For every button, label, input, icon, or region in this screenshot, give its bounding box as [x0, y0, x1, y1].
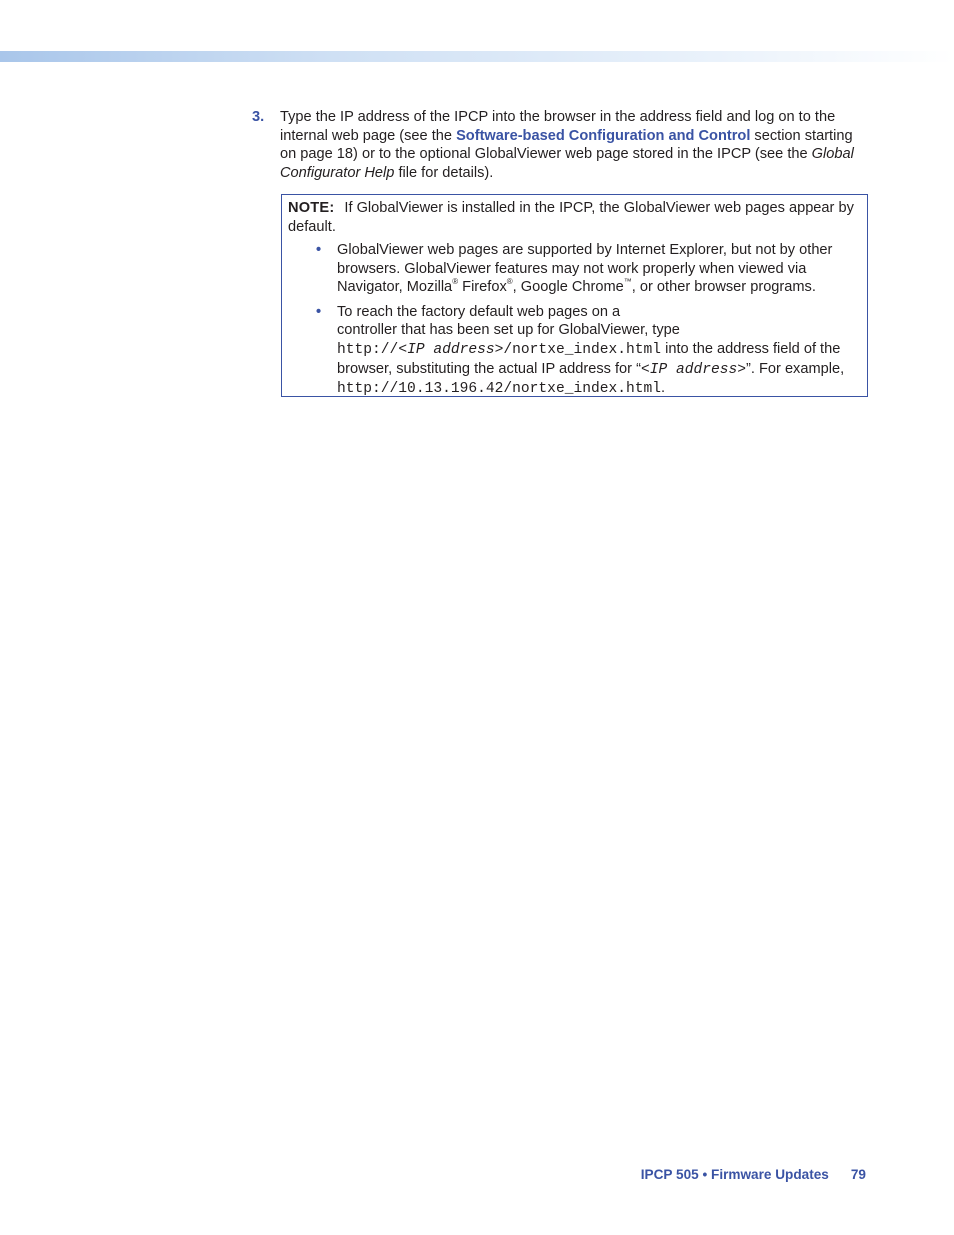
- note-intro: [288, 199, 858, 236]
- url-template: [337, 342, 661, 358]
- bullet2-text-1: into the address field of the browser, substituting the actual IP address for “: [337, 340, 841, 377]
- trademark-mark: ™: [623, 277, 632, 287]
- bullet2-text-3: .: [661, 380, 666, 397]
- url-placeholder: <IP address>: [398, 341, 504, 358]
- software-config-link[interactable]: Software-based Configuration and Control: [456, 127, 751, 144]
- example-url: http://10.13.196.42/nortxe_index.html: [337, 381, 662, 398]
- page-number: 79: [850, 1167, 866, 1182]
- note-bullet-factory-pages: [316, 303, 856, 399]
- header-gradient-band: [0, 51, 954, 62]
- note-intro-text: If GlobalViewer is installed in the IPCP, the GlobalViewer web pages appear by default.: [288, 200, 854, 235]
- registered-mark: ®: [452, 277, 459, 287]
- footer-title: IPCP 505 • Firmware Updates: [640, 1167, 829, 1182]
- note-bullet-browsers: [316, 241, 856, 297]
- note-label: NOTE:: [288, 200, 335, 216]
- note-bullet-list: [316, 241, 856, 405]
- ip-placeholder: <IP address>: [640, 361, 747, 378]
- note-box: [281, 194, 868, 397]
- bullet-icon: •: [316, 303, 322, 320]
- bullet1-text-2: Firefox: [458, 279, 507, 296]
- step-3: [252, 108, 862, 182]
- bullet2-text-2: ”. For example,: [746, 360, 845, 377]
- bullet1-text-3: , Google Chrome: [512, 279, 624, 296]
- bullet1-text-1: GlobalViewer web pages are supported by Internet Explorer, but not by other browsers. GlobalViewer features may not work properly when viewed via Navigator, Mozilla: [337, 242, 833, 296]
- registered-mark: ®: [506, 277, 513, 287]
- step-3-text: [280, 108, 862, 182]
- step-text-1: Type the IP address of the IPCP into the browser in the address field and log on to the internal web page (see the: [280, 109, 836, 144]
- bullet1-text-4: , or other browser programs.: [631, 279, 816, 296]
- page-footer: [641, 1167, 866, 1182]
- bullet-icon: •: [316, 242, 322, 258]
- bullet2-line-2: controller that has been set up for GlobalViewer, type: [337, 322, 680, 339]
- url-suffix: /nortxe_index.html: [503, 341, 662, 358]
- step-text-3: file for details).: [394, 164, 494, 181]
- step-number: 3.: [252, 109, 265, 125]
- url-prefix: http://: [337, 341, 399, 358]
- step-text-2: section starting on page 18) or to the optional GlobalViewer web page stored in the IPCP (see the: [280, 127, 853, 163]
- doc-title: Global Configurator Help: [280, 146, 854, 181]
- bullet2-line-1: To reach the factory default web pages on a: [337, 303, 621, 320]
